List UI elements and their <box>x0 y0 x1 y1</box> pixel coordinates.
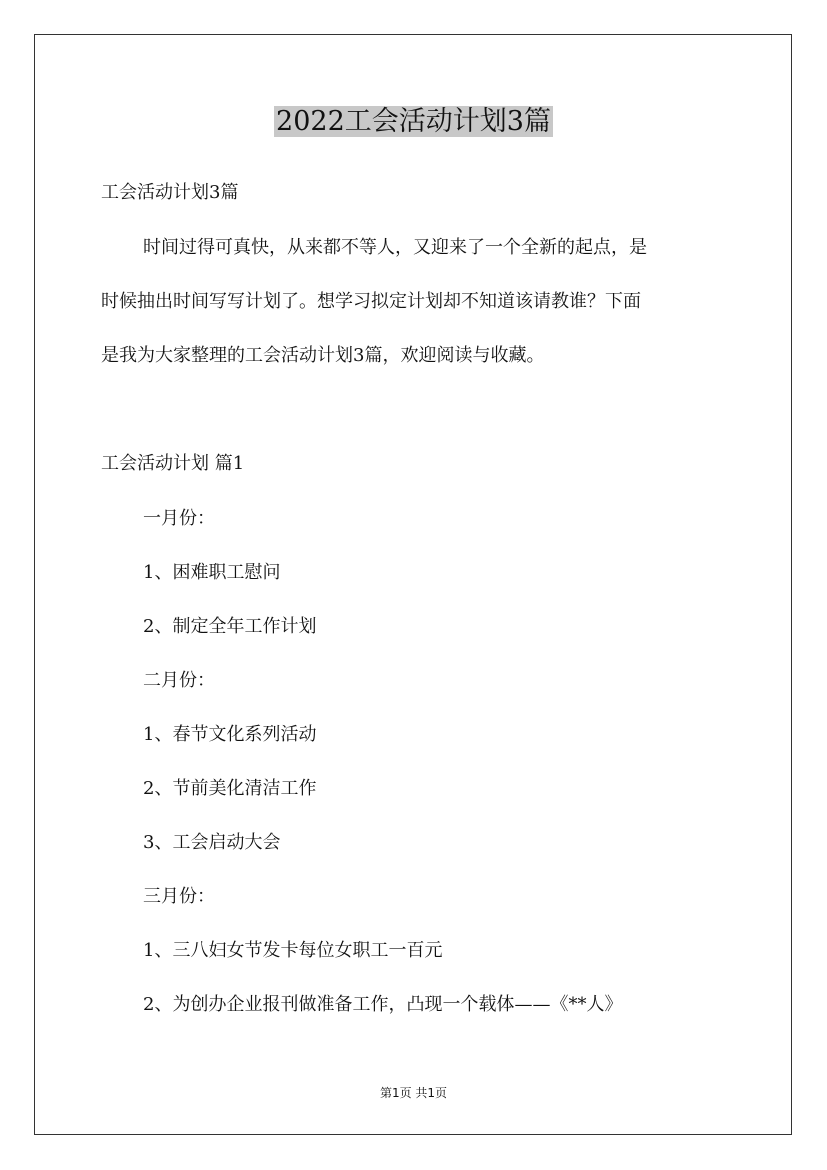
list-item: 1、三八妇女节发卡每位女职工一百元 <box>143 940 443 961</box>
list-item: 1、春节文化系列活动 <box>143 724 317 745</box>
intro-line-3: 是我为大家整理的工会活动计划3篇，欢迎阅读与收藏。 <box>101 345 545 366</box>
intro-line-1: 时间过得可真快，从来都不等人，又迎来了一个全新的起点，是 <box>143 237 647 258</box>
list-item: 1、困难职工慰问 <box>143 562 281 583</box>
section-heading: 工会活动计划 篇1 <box>101 453 245 474</box>
intro-line-2: 时候抽出时间写写计划了。想学习拟定计划却不知道该请教谁？下面 <box>101 291 641 312</box>
document-title: 2022工会活动计划3篇 <box>276 106 551 137</box>
page-footer: 第1页 共1页 <box>379 1086 448 1100</box>
list-item: 3、工会启动大会 <box>143 832 281 853</box>
month-heading: 三月份： <box>143 886 215 907</box>
list-item: 2、节前美化清洁工作 <box>143 778 317 799</box>
list-item: 2、为创办企业报刊做准备工作，凸现一个载体——《**人》 <box>143 994 623 1015</box>
month-heading: 二月份： <box>143 670 215 691</box>
list-item: 2、制定全年工作计划 <box>143 616 317 637</box>
document-subtitle: 工会活动计划3篇 <box>101 182 239 203</box>
month-heading: 一月份： <box>143 508 215 529</box>
